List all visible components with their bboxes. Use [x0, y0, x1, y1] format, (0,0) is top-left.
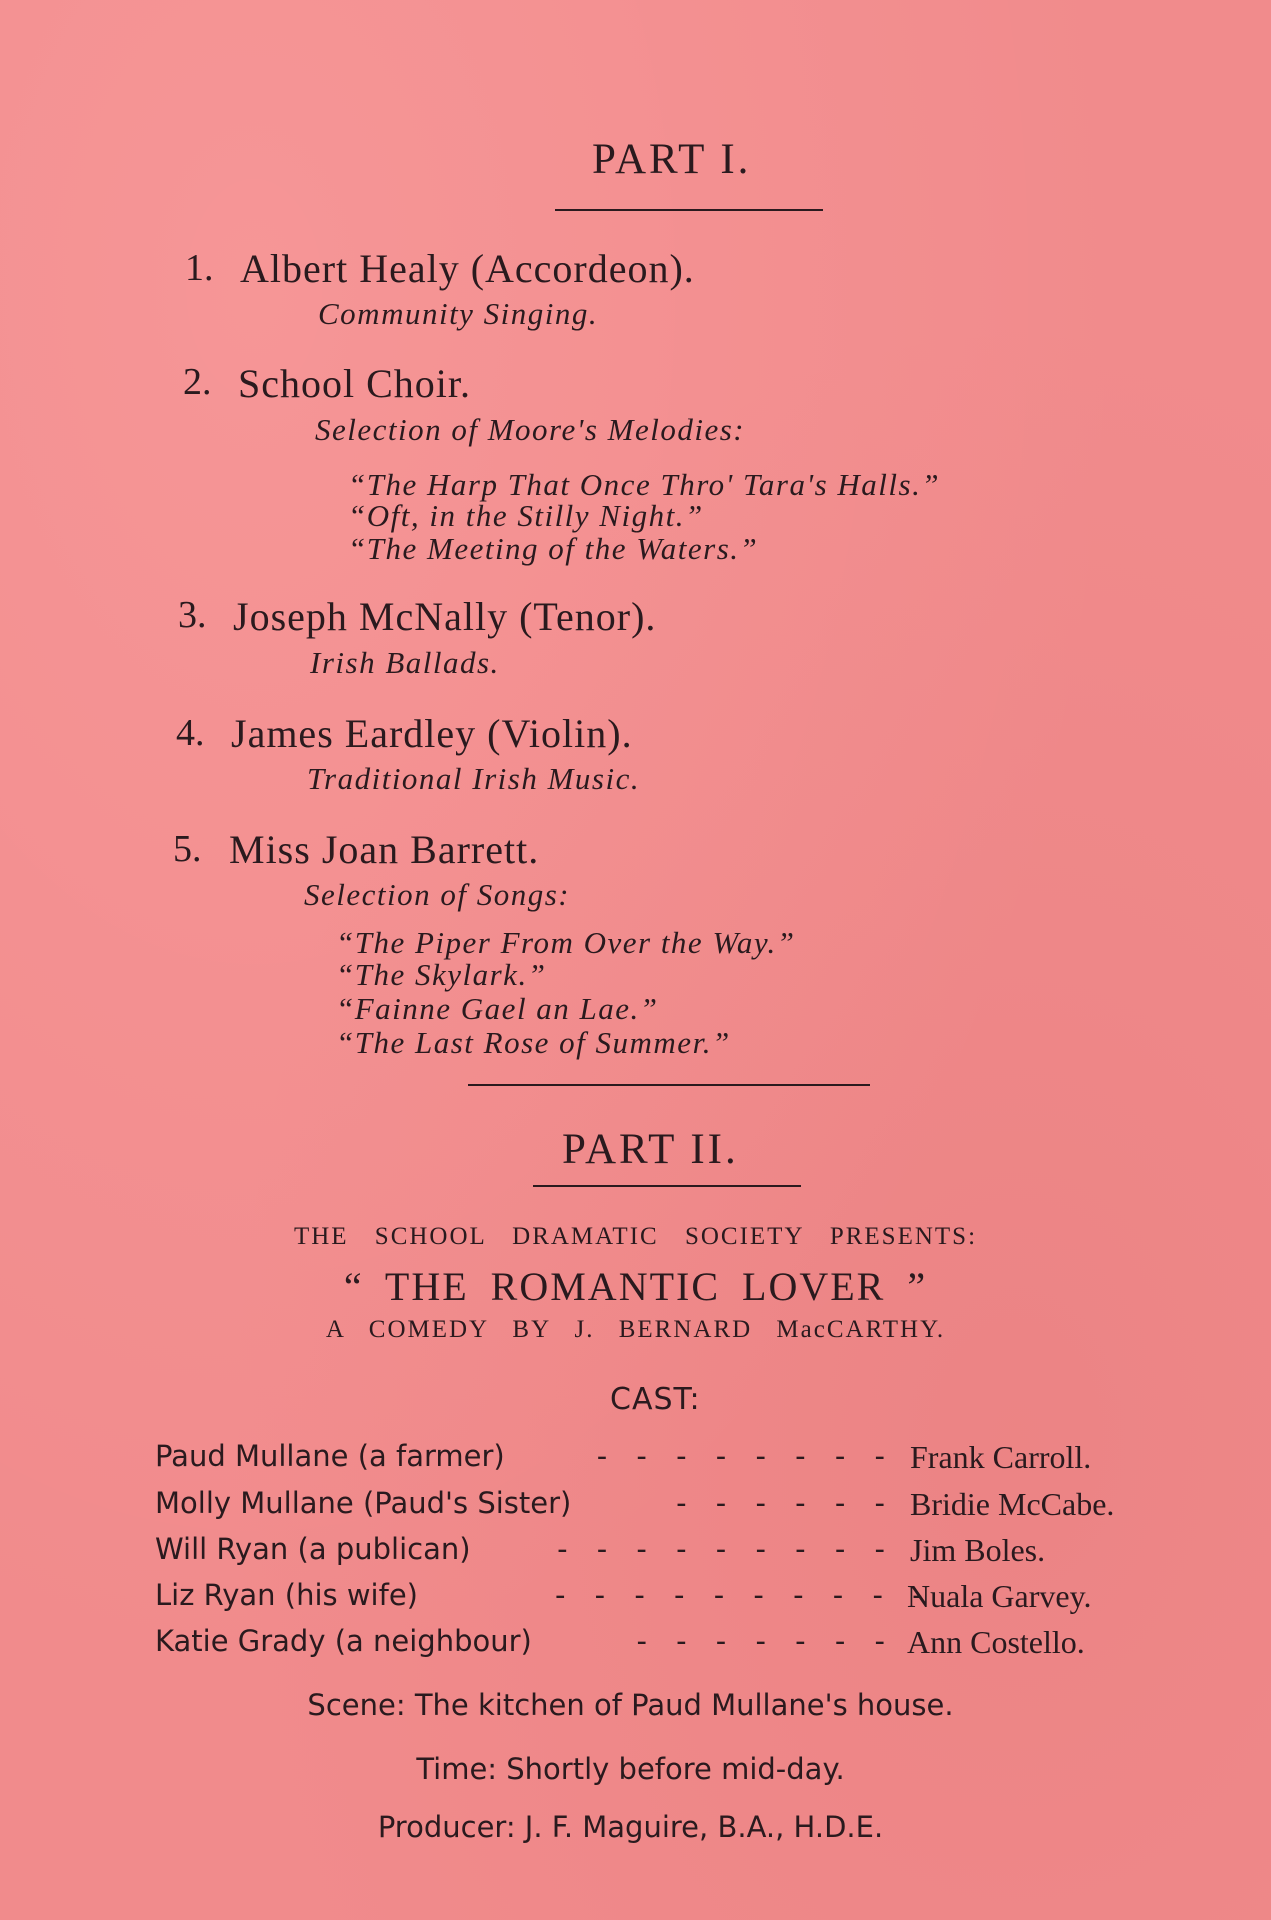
item-number: 4. [176, 712, 205, 754]
cast-role: Liz Ryan (his wife) [155, 1578, 418, 1612]
cast-row [155, 1486, 1145, 1532]
scene-line: Scene: The kitchen of Paud Mullane's house. [307, 1688, 954, 1722]
item-number: 3. [178, 594, 207, 636]
song-title: “Fainne Gael an Lae.” [336, 991, 659, 1026]
play-byline: A COMEDY BY J. BERNARD MacCARTHY. [325, 1316, 946, 1343]
song-title: “The Harp That Once Thro' Tara's Halls.” [348, 467, 941, 502]
item-description: Community Singing. [318, 296, 599, 331]
item-title: Joseph McNally (Tenor). [233, 594, 657, 639]
time-line: Time: Shortly before mid-day. [416, 1752, 845, 1786]
cast-leader-dashes: - - - - - - - [636, 1624, 895, 1658]
item-description: Traditional Irish Music. [307, 761, 641, 796]
song-title: “The Last Rose of Summer.” [336, 1025, 731, 1060]
cast-role: Molly Mullane (Paud's Sister) [155, 1486, 572, 1520]
cast-role: Katie Grady (a neighbour) [155, 1624, 532, 1658]
cast-actor: Ann Costello. [907, 1624, 1085, 1660]
item-number: 1. [185, 247, 214, 289]
item-number: 5. [173, 828, 202, 870]
cast-actor: Nuala Garvey. [907, 1578, 1092, 1614]
item-title: Albert Healy (Accordeon). [240, 246, 695, 291]
part-two-rule [533, 1185, 801, 1187]
cast-role: Will Ryan (a publican) [155, 1532, 471, 1566]
cast-heading: CAST: [610, 1382, 701, 1417]
part-one-rule [555, 209, 823, 211]
item-description: Selection of Songs: [304, 877, 571, 912]
song-title: “Oft, in the Stilly Night.” [348, 498, 704, 533]
part-one-heading: PART I. [592, 136, 752, 183]
cast-row [155, 1578, 1145, 1624]
cast-row [155, 1532, 1145, 1578]
part-divider-rule [468, 1084, 870, 1086]
cast-leader-dashes: - - - - - - [676, 1486, 895, 1520]
play-title: “ THE ROMANTIC LOVER ” [343, 1264, 928, 1309]
cast-leader-dashes: - - - - - - - - - - [555, 1578, 933, 1612]
item-description: Selection of Moore's Melodies: [315, 412, 746, 447]
item-title: School Choir. [238, 361, 472, 406]
song-title: “The Skylark.” [336, 957, 547, 992]
item-title: Miss Joan Barrett. [229, 827, 540, 872]
cast-row [155, 1439, 1145, 1485]
cast-actor: Jim Boles. [910, 1532, 1046, 1568]
presents-line: THE SCHOOL DRAMATIC SOCIETY PRESENTS: [293, 1223, 978, 1250]
item-title: James Eardley (Violin). [231, 711, 633, 756]
part-two-heading: PART II. [562, 1126, 739, 1173]
item-description: Irish Ballads. [310, 645, 500, 680]
cast-actor: Frank Carroll. [910, 1439, 1092, 1475]
cast-actor: Bridie McCabe. [910, 1486, 1115, 1522]
song-title: “The Meeting of the Waters.” [348, 531, 759, 566]
cast-row [155, 1624, 1145, 1670]
producer-line: Producer: J. F. Maguire, B.A., H.D.E. [377, 1810, 884, 1844]
cast-role: Paud Mullane (a farmer) [155, 1439, 505, 1473]
cast-leader-dashes: - - - - - - - - - [557, 1532, 895, 1566]
item-number: 2. [183, 361, 212, 403]
song-title: “The Piper From Over the Way.” [336, 925, 796, 960]
cast-leader-dashes: - - - - - - - - [596, 1439, 895, 1473]
